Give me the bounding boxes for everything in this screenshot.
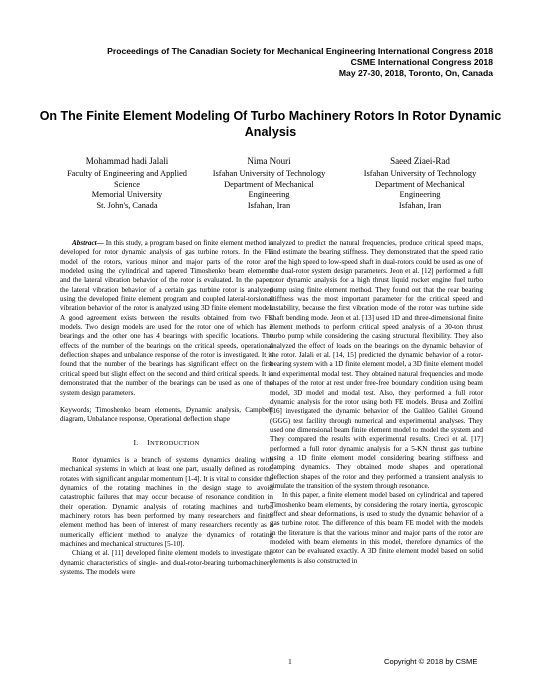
abstract-label: Abstract—: [72, 239, 104, 247]
author-name: Mohammad hadi Jalali: [85, 156, 169, 166]
section-heading: [60, 438, 273, 448]
author-location: Isfahan, Iran: [247, 200, 291, 210]
author-affiliation: Science: [113, 179, 141, 189]
title-line-1: On The Finite Element Modeling Of Turbo Machinery Rotors In Rotor Dynamic: [39, 109, 502, 123]
author-affiliation: Engineering: [248, 190, 290, 200]
author-affiliation: Memorial University: [91, 190, 163, 200]
proceedings-header: [107, 46, 493, 80]
section-number: I.: [133, 437, 139, 447]
author-block-1: [52, 154, 202, 211]
author-affiliation: Department of Mechanical: [375, 179, 465, 189]
copyright-notice: Copyright © 2018 by CSME: [384, 657, 478, 666]
author-name: Saeed Ziaei-Rad: [390, 156, 450, 166]
author-affiliation: Engineering: [399, 190, 441, 200]
author-affiliation: Isfahan University of Technology: [363, 169, 477, 178]
body-paragraph-2: In this paper, a finite element model based on cylindrical and tapered Timoshenko beam elements, by considering the rotary inertia, gyroscopic effect and shear deformations, is used to study the dynamic behavior of a gas turbine rotor. The difference of this beam FE model with the models in the literature is that the various minor and major parts of the rotor are modeled with beam elements in this model, therefore dynamics of the rotor can be evaluated exactly. A 3D finite element model based on solid elements is also constructed in: [270, 491, 483, 565]
author-location: St. John's, Canada: [96, 200, 158, 210]
header-line-3: May 27-30, 2018, Toronto, On, Canada: [338, 68, 493, 79]
author-affiliation: Isfahan University of Technology: [212, 169, 326, 178]
author-name: Nima Nouri: [247, 156, 291, 166]
author-block-3: [350, 154, 490, 211]
right-column: [270, 239, 483, 566]
intro-paragraph-2: Chiang et al. [11] developed finite element models to investigate the dynamic characteristics of single- and dual-rotor-bearing turbomachinery systems. The models were: [60, 549, 273, 576]
section-title-initial: I: [147, 437, 151, 447]
header-line-2: CSME International Congress 2018: [350, 57, 493, 68]
abstract-text: In this study, a program based on finite element method is developed for rotor dynamic analysis of gas turbine rotors. In the FE model of the rotors, various minor and major parts of the rotor are modeled using the cylindrical and tapered Timoshenko beam elements and the lateral vibration behavior of the rotor is evaluated. In the paper, the lateral vibration behavior of a certain gas turbine rotor is analyzed using the developed finite element program and coupled lateral-torsional vibration behavior of the rotor is analyzed using 3D finite element model. A good agreement exists between the results obtained from two FE models. Two design models are used for the rotor one of which has 2 bearings and the other one has 4 bearings with specific locations. The effects of the number of the bearings on the critical speeds, operational deflection shapes and unbalance response of the rotor is investigated. It is found that the number of the bearings has significant effect on the first critical speed but slight effect on the second and third critical speeds. It is demonstrated that the number of the bearings can be used as one of the system design parameters.: [60, 239, 273, 397]
author-location: Isfahan, Iran: [398, 200, 442, 210]
keywords: Keywords; Timoshenko beam elements, Dynamic analysis, Campbell diagram, Unbalance response, Operational deflection shape: [60, 405, 273, 424]
header-line-1: Proceedings of The Canadian Society for Mechanical Engineering International Congress 2018: [107, 46, 493, 56]
title-line-2: Analysis: [244, 125, 297, 139]
body-paragraph-continued: analyzed to predict the natural frequencies, produce critical speed maps, and estimate the bearing stiffness. They demonstrated that the speed ratio of the high speed to low-speed shaft in dual-rotors could be used as one of the dual-rotor system design parameters. Jeon et al. [12] performed a full rotor dynamic analysis for a high thrust liquid rocket engine fuel turbo pump using finite element method. They found out that the rear bearing stiffness was the most important parameter for the critical speed and instability, because the first vibration mode of the rotor was turbine side shaft bending mode. Jeon et al. [13] used 1D and three-dimensional finite element methods to perform critical speed analysis of a 30-ton thrust turbo pump while considering the casing structural flexibility. They also analyzed the effect of loads on the bearings on the dynamic behavior of the rotor. Jalali et al. [14, 15] predicted the dynamic behavior of a rotor-bearing system with a 1D finite element model, a 3D finite element model and experimental modal test. They obtained natural frequencies and mode shapes of the rotor at rest under free-free boundary condition using beam model, 3D model and modal test. Also, they performed a full rotor dynamic analysis for the rotor using both FE models. Brusa and Zolfini [16] investigated the dynamic behavior of the Galileo Galilei Ground (GGG) test facility through numerical and experimental analyses. They used one dimensional beam finite element model to model the system and They compared the results with experimental results. Creci et al. [17] performed a full rotor dynamic analysis for a 5-KN thrust gas turbine using a 1D finite element model considering bearing stiffness and damping dynamics. They obtained mode shapes and operational deflection shapes of the rotor and they performed a transient analysis to simulate the transition of the system through resonance.: [270, 239, 483, 490]
left-column: [60, 239, 273, 577]
intro-paragraph-1: Rotor dynamics is a branch of systems dynamics dealing with mechanical systems in which at least one part, usually defined as rotor, rotates with significant angular momentum [1-4]. It is vital to consider the dynamics of the rotating machines in the design stage to avoid catastrophic failures that may occur because of resonance condition in their operation. Dynamic analysis of rotating machines and turbo machinery rotors has been performed by many researchers and finite element method has been of interest of many researchers recently as a numerically efficient method to analyze the dynamics of rotating machines and mechanical structures [5-10].: [60, 455, 273, 548]
author-block-2: [204, 154, 334, 211]
section-title-rest: NTRODUCTION: [150, 439, 200, 447]
author-affiliation: Faculty of Engineering and Applied: [66, 169, 187, 178]
paper-title: [30, 108, 511, 140]
page-number: 1: [288, 657, 292, 666]
author-affiliation: Department of Mechanical: [224, 179, 314, 189]
abstract: [60, 239, 273, 398]
